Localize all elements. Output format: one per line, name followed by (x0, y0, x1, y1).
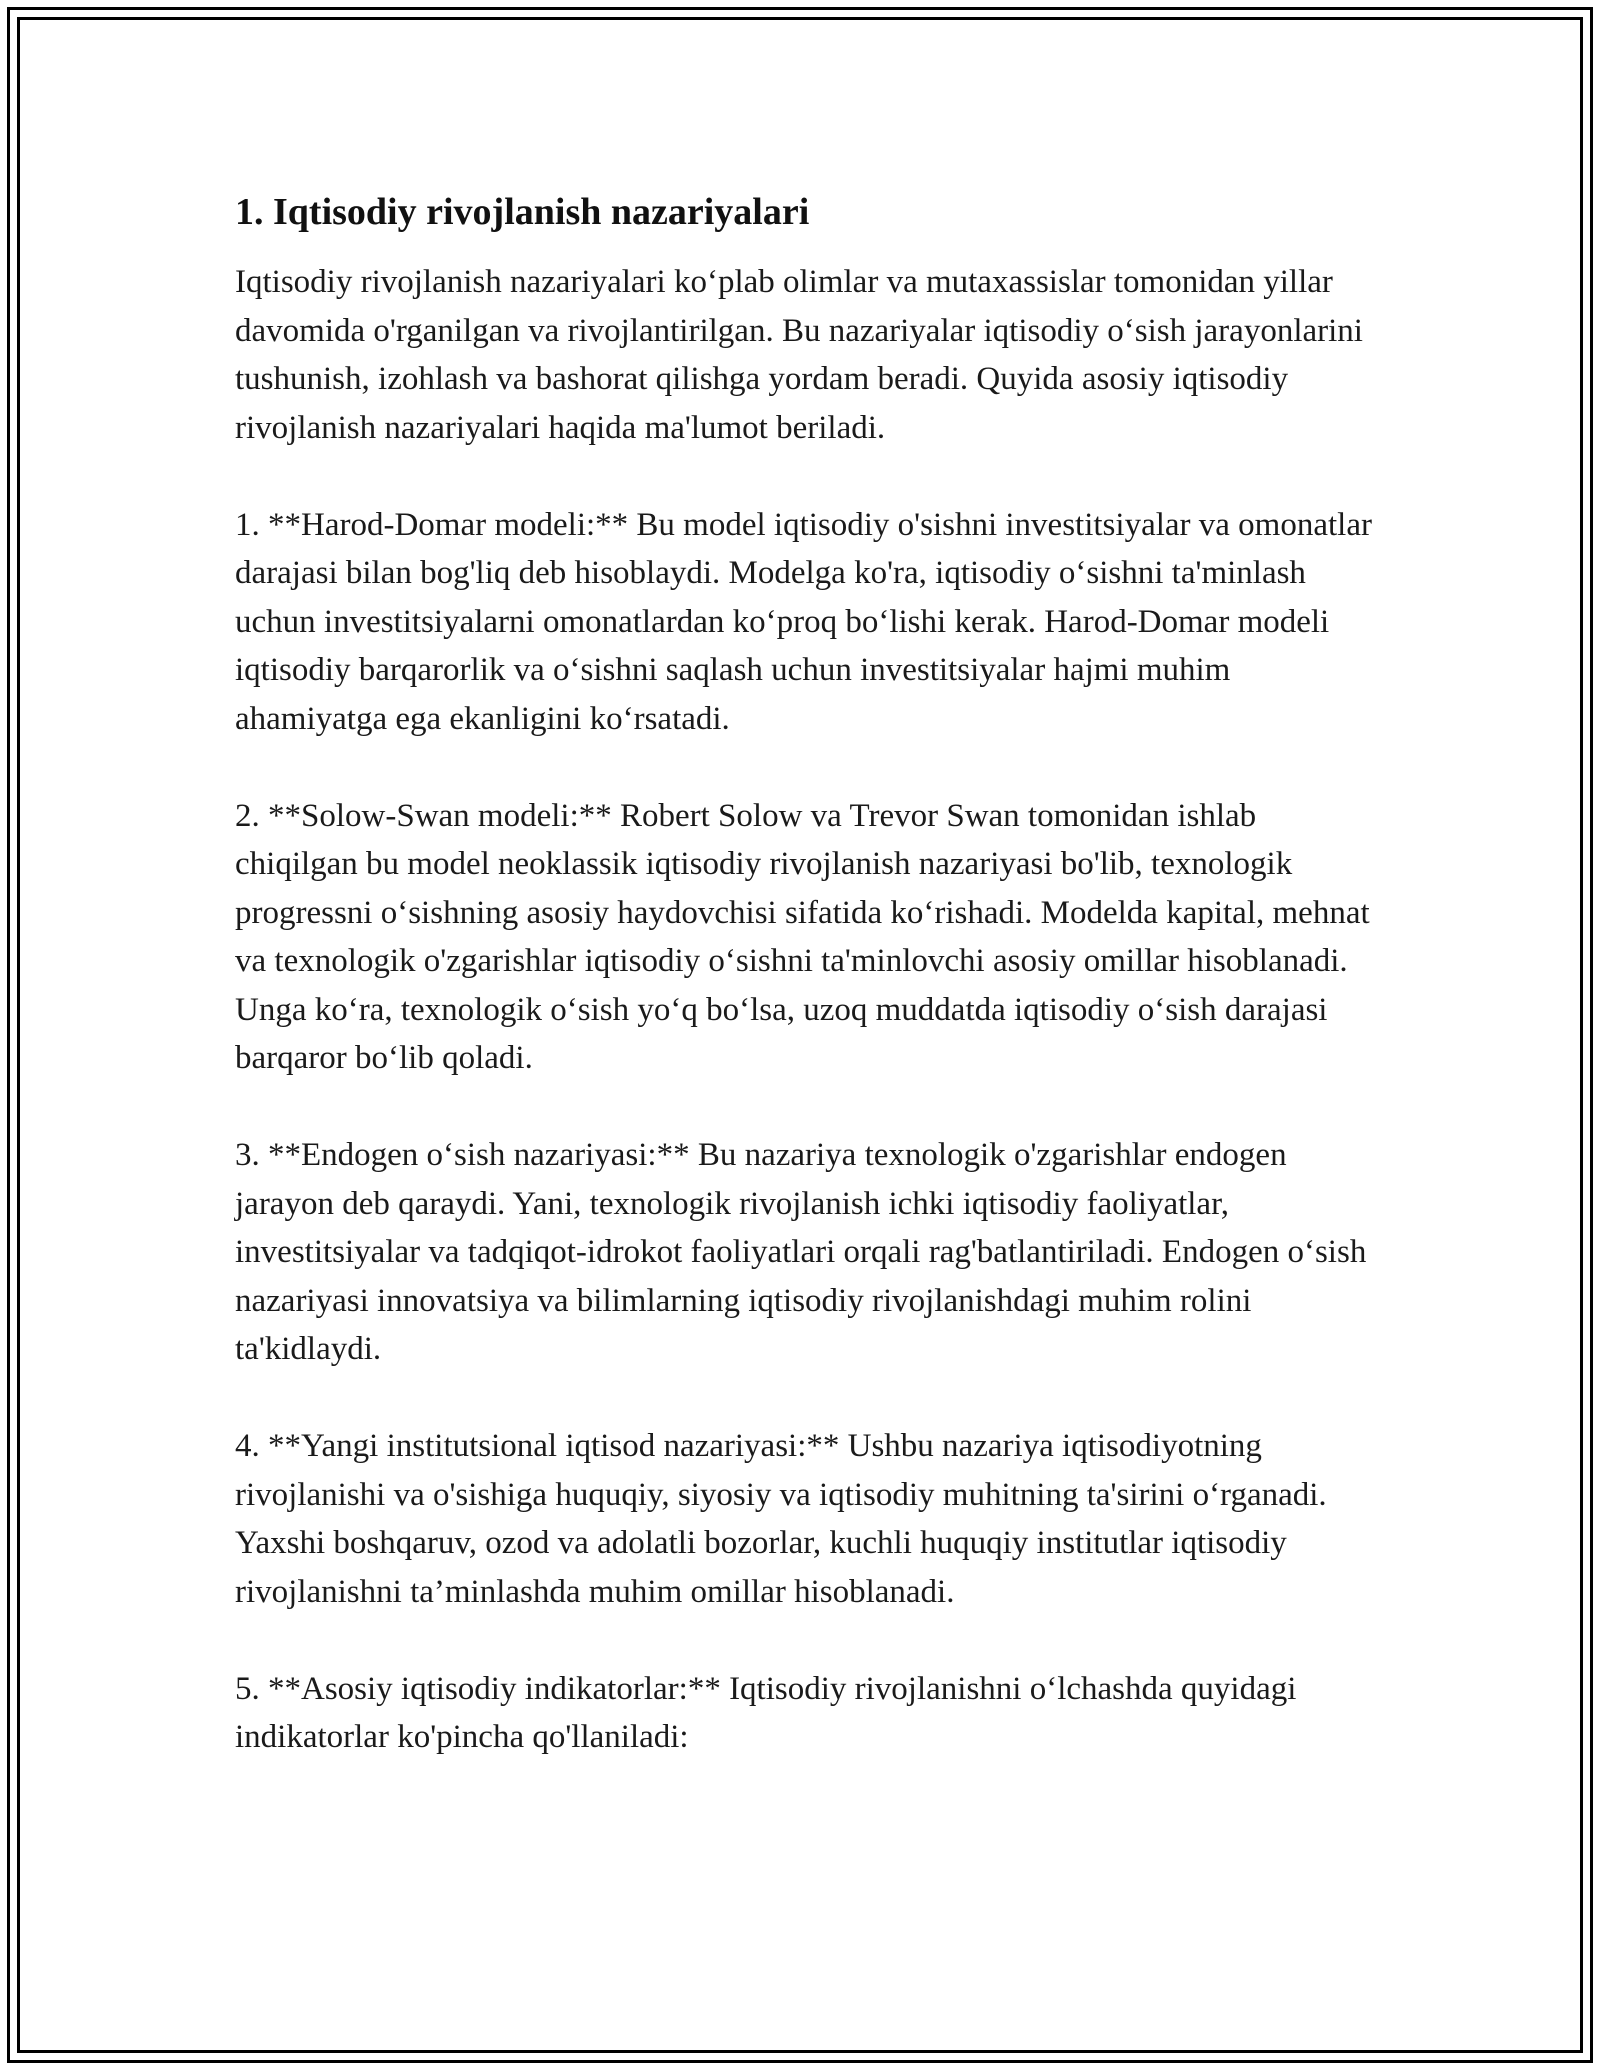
section-title: 1. Iqtisodiy rivojlanish nazariyalari (235, 191, 810, 233)
harrod-domar-paragraph: 1. **Harod-Domar modeli:** Bu model iqtisodiy o'sishni investitsiyalar va omonatlar darajasi bilan bog'liq deb hisoblaydi. Modelga ko'ra, iqtisodiy o‘sishni ta'minlash uchun investitsiyalarni omonatlardan ko‘proq bo‘lishi kerak. Harod-Domar modeli iqtisodiy barqarorlik va o‘sishni saqlash uchun investitsiyalar hajmi muhim ahamiyatga ega ekanligini ko‘rsatadi. (235, 506, 1372, 737)
economic-indicators-paragraph: 5. **Asosiy iqtisodiy indikatorlar:** Iqtisodiy rivojlanishni o‘lchashda quyidagi indikatorlar ko'pincha qo'llaniladi: (235, 1670, 1297, 1755)
institutional-economics-paragraph: 4. **Yangi institutsional iqtisod nazariyasi:** Ushbu nazariya iqtisodiyotning rivojlanishi va o'sishiga huquqiy, siyosiy va iqtisodiy muhitning ta'sirini o‘rganadi. Yaxshi boshqaruv, ozod va adolatli bozorlar, kuchli huquqiy institutlar iqtisodiy rivojlanishni ta’minlashda muhim omillar hisoblanadi. (235, 1428, 1327, 1610)
solow-swan-paragraph: 2. **Solow-Swan modeli:** Robert Solow va Trevor Swan tomonidan ishlab chiqilgan bu model neoklassik iqtisodiy rivojlanish nazariyasi bo'lib, texnologik progressni o‘sishning asosiy haydovchisi sifatida ko‘rishadi. Modelda kapital, mehnat va texnologik o'zgarishlar iqtisodiy o‘sishni ta'minlovchi asosiy omillar hisoblanadi. Unga ko‘ra, texnologik o‘sish yo‘q bo‘lsa, uzoq muddatda iqtisodiy o‘sish darajasi barqaror bo‘lib qoladi. (235, 797, 1370, 1076)
document-body (235, 188, 1375, 1810)
endogenous-growth-paragraph: 3. **Endogen o‘sish nazariyasi:** Bu nazariya texnologik o'zgarishlar endogen jarayon deb qaraydi. Yani, texnologik rivojlanish ichki iqtisodiy faoliyatlar, investitsiyalar va tadqiqot-idrokot faoliyatlari orqali rag'batlantiriladi. Endogen o‘sish nazariyasi innovatsiya va bilimlarning iqtisodiy rivojlanishdagi muhim rolini ta'kidlaydi. (235, 1137, 1367, 1367)
intro-paragraph: Iqtisodiy rivojlanish nazariyalari ko‘plab olimlar va mutaxassislar tomonidan yillar davomida o'rganilgan va rivojlantirilgan. Bu nazariyalar iqtisodiy o‘sish jarayonlarini tushunish, izohlash va bashorat qilishga yordam beradi. Quyida asosiy iqtisodiy rivojlanish nazariyalari haqida ma'lumot beriladi. (235, 264, 1363, 446)
